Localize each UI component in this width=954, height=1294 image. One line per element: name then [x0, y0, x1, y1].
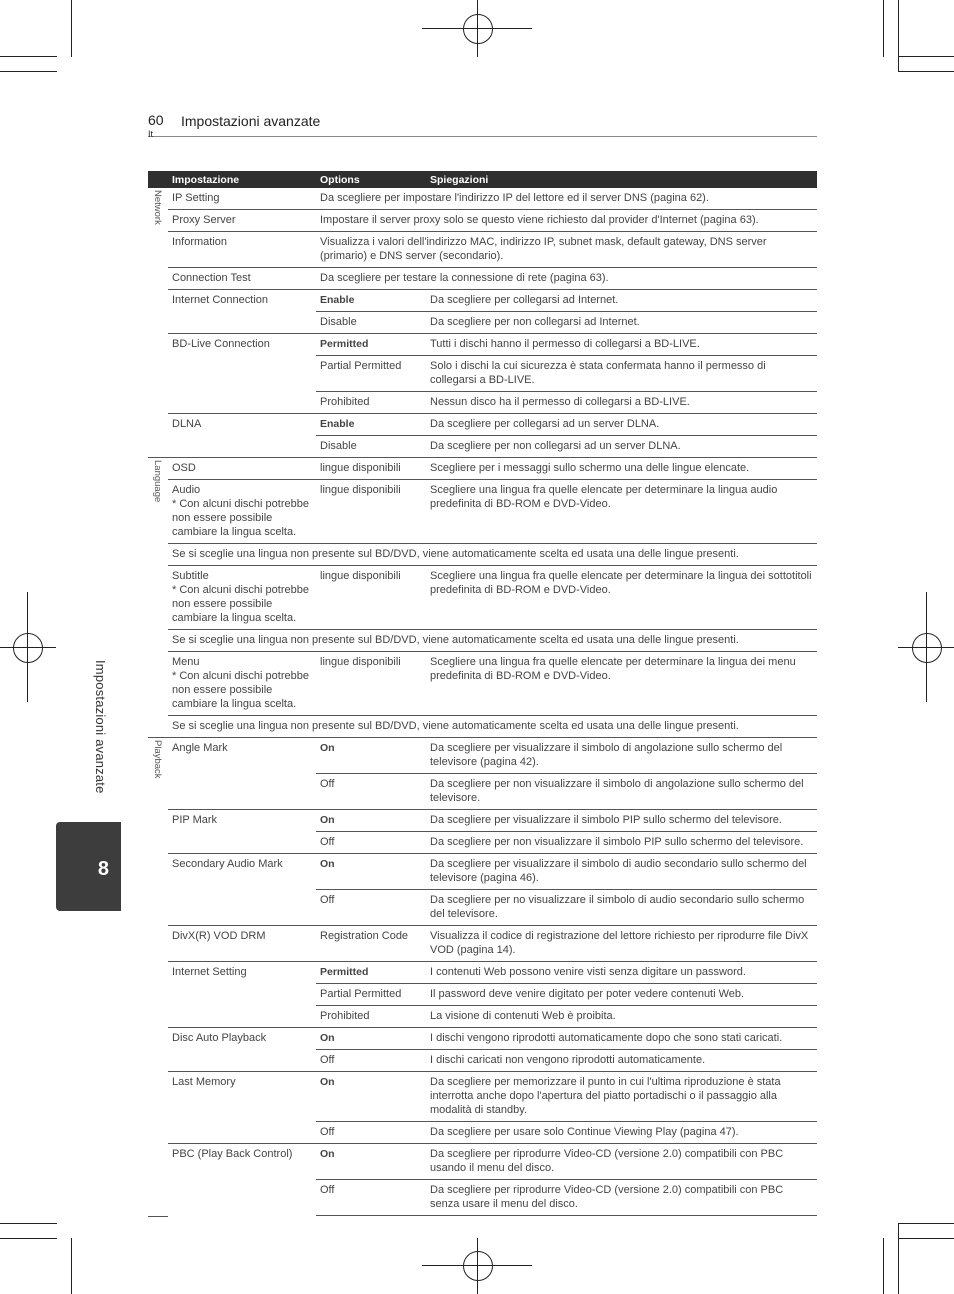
explanation: Il password deve venire digitato per poter vedere contenuti Web. [426, 984, 817, 1006]
crop-mark-tl-h [0, 56, 57, 57]
explanation: Scegliere per i messaggi sullo schermo una delle lingue elencate. [426, 458, 817, 480]
option: Off [316, 1050, 426, 1072]
reg-mark-top-circle [463, 14, 493, 44]
explanation: Visualizza il codice di registrazione del lettore richiesto per riprodurre file DivX VOD (pagina 14). [426, 926, 817, 962]
option: On [316, 810, 426, 832]
setting-name: Internet Connection [168, 290, 316, 334]
page-header [148, 112, 817, 137]
settings-table [148, 171, 817, 1217]
explanation: Impostare il server proxy solo se questo viene richiesto dal provider d'Internet (pagina 63). [316, 210, 817, 232]
option: lingue disponibili [316, 480, 426, 544]
option: Off [316, 774, 426, 810]
option: Off [316, 832, 426, 854]
setting-name: OSD [168, 458, 316, 480]
page-language: It [148, 129, 154, 139]
explanation: Visualizza i valori dell'indirizzo MAC, indirizzo IP, subnet mask, default gateway, DNS server (primario) e DNS server (secondario). [316, 232, 817, 268]
setting-note: * Con alcuni dischi potrebbe non essere possibile cambiare la lingua scelta. [172, 584, 309, 624]
explanation: Tutti i dischi hanno il permesso di collegarsi a BD-LIVE. [426, 334, 817, 356]
setting-label: Menu [172, 656, 200, 668]
table-row [148, 334, 817, 356]
crop-mark-tl-v [71, 0, 72, 57]
explanation: Da scegliere per riprodurre Video-CD (versione 2.0) compatibili con PBC usando il menu del disco. [426, 1144, 817, 1180]
table-row-spacer [148, 1216, 817, 1217]
table-row [148, 854, 817, 890]
explanation: I dischi vengono riprodotti automaticamente dopo che sono stati caricati. [426, 1028, 817, 1050]
setting-name: Angle Mark [168, 738, 316, 810]
setting-name: DLNA [168, 414, 316, 458]
table-row [148, 1144, 817, 1180]
crop-mark-br-h2 [898, 1238, 954, 1239]
setting-name: Secondary Audio Mark [168, 854, 316, 926]
explanation: Da scegliere per non visualizzare il simbolo PIP sullo schermo del televisore. [426, 832, 817, 854]
explanation: Nessun disco ha il permesso di collegarsi a BD-LIVE. [426, 392, 817, 414]
chapter-number: 8 [97, 858, 109, 880]
explanation: Da scegliere per testare la connessione di rete (pagina 63). [316, 268, 817, 290]
setting-name: Proxy Server [168, 210, 316, 232]
option: Disable [316, 436, 426, 458]
crop-mark-tr-v2 [898, 0, 899, 72]
group-language: Language [148, 458, 168, 738]
table-row [148, 1072, 817, 1122]
setting-label: Subtitle [172, 570, 209, 582]
header-options: Options [316, 171, 426, 188]
option: On [316, 854, 426, 890]
explanation: Da scegliere per visualizzare il simbolo PIP sullo schermo del televisore. [426, 810, 817, 832]
table-row [148, 544, 817, 566]
table-row [148, 738, 817, 774]
option: Partial Permitted [316, 356, 426, 392]
table-row [148, 810, 817, 832]
table-row [148, 290, 817, 312]
option: On [316, 1144, 426, 1180]
setting-name: IP Setting [172, 192, 220, 204]
header-blank [148, 171, 168, 188]
option: lingue disponibili [316, 566, 426, 630]
crop-mark-br-h [898, 1223, 954, 1224]
explanation: Scegliere una lingua fra quelle elencate per determinare la lingua dei sottotitoli predefinita di BD-ROM e DVD-Video. [426, 566, 817, 630]
explanation: Da scegliere per impostare l'indirizzo IP del lettore ed il server DNS (pagina 62). [320, 192, 709, 204]
crop-mark-bl-h2 [0, 1238, 57, 1239]
side-tab-label: Impostazioni avanzate [93, 660, 108, 794]
setting-name: Connection Test [168, 268, 316, 290]
table-header-row [148, 171, 817, 188]
explanation: Da scegliere per non collegarsi ad un server DLNA. [426, 436, 817, 458]
setting-name [168, 480, 316, 544]
crop-mark-tr-h2 [898, 71, 954, 72]
option: On [316, 1072, 426, 1122]
option: Prohibited [316, 1006, 426, 1028]
explanation: Da scegliere per memorizzare il punto in cui l'ultima riproduzione è stata interrotta anche dopo l'apertura del piatto portadischi o il passaggio alla modalità di standby. [426, 1072, 817, 1122]
explanation: Scegliere una lingua fra quelle elencate per determinare la lingua audio predefinita di BD-ROM e DVD-Video. [426, 480, 817, 544]
option: Enable [316, 414, 426, 436]
group-network: Network [152, 190, 163, 225]
explanation: Da scegliere per visualizzare il simbolo di angolazione sullo schermo del televisore (pagina 42). [426, 738, 817, 774]
reg-mark-left-circle [13, 633, 43, 663]
language-note: Se si sceglie una lingua non presente sul BD/DVD, viene automaticamente scelta ed usata una delle lingue presenti. [168, 716, 817, 738]
table-row [148, 926, 817, 962]
table-row [148, 210, 817, 232]
table-row [148, 962, 817, 984]
option: Disable [316, 312, 426, 334]
setting-note: * Con alcuni dischi potrebbe non essere possibile cambiare la lingua scelta. [172, 670, 309, 710]
setting-name: Internet Setting [168, 962, 316, 1028]
setting-name: Last Memory [168, 1072, 316, 1144]
option: Partial Permitted [316, 984, 426, 1006]
table-row [148, 480, 817, 544]
option: Off [316, 1122, 426, 1144]
table-row [148, 268, 817, 290]
table-row [148, 414, 817, 436]
explanation: Da scegliere per non collegarsi ad Internet. [426, 312, 817, 334]
option: On [316, 1028, 426, 1050]
option: Prohibited [316, 392, 426, 414]
page-title: Impostazioni avanzate [181, 113, 321, 129]
setting-name: Information [168, 232, 316, 268]
setting-name: Disc Auto Playback [168, 1028, 316, 1072]
table-row [148, 188, 817, 210]
table-row [148, 458, 817, 480]
reg-mark-right-circle [912, 633, 942, 663]
table-row [148, 652, 817, 716]
crop-mark-br-v2 [898, 1223, 899, 1294]
group-playback: Playback [148, 738, 168, 1217]
page-number: 60 [148, 112, 164, 128]
setting-note: * Con alcuni dischi potrebbe non essere possibile cambiare la lingua scelta. [172, 498, 309, 538]
explanation: Da scegliere per riprodurre Video-CD (versione 2.0) compatibili con PBC senza usare il menu del disco. [426, 1180, 817, 1216]
setting-name: DivX(R) VOD DRM [168, 926, 316, 962]
explanation: Da scegliere per collegarsi ad un server DLNA. [426, 414, 817, 436]
option: Registration Code [316, 926, 426, 962]
explanation: I contenuti Web possono venire visti senza digitare un password. [426, 962, 817, 984]
table-row [148, 630, 817, 652]
header-explanation: Spiegazioni [426, 171, 817, 188]
explanation: Scegliere una lingua fra quelle elencate per determinare la lingua dei menu predefinita di BD-ROM e DVD-Video. [426, 652, 817, 716]
setting-name: BD-Live Connection [168, 334, 316, 414]
crop-mark-bl-h [0, 1223, 57, 1224]
crop-mark-bl-v [71, 1238, 72, 1294]
setting-label: Audio [172, 484, 201, 496]
option: Enable [316, 290, 426, 312]
language-note: Se si sceglie una lingua non presente sul BD/DVD, viene automaticamente scelta ed usata una delle lingue presenti. [168, 630, 817, 652]
table-row [148, 232, 817, 268]
setting-name [168, 652, 316, 716]
setting-name: PIP Mark [168, 810, 316, 854]
option: lingue disponibili [316, 652, 426, 716]
explanation: Da scegliere per usare solo Continue Viewing Play (pagina 47). [426, 1122, 817, 1144]
table-row [148, 716, 817, 738]
crop-mark-tr-h [898, 56, 954, 57]
explanation: Da scegliere per collegarsi ad Internet. [426, 290, 817, 312]
option: Off [316, 1180, 426, 1216]
option: Permitted [316, 334, 426, 356]
option: Off [316, 890, 426, 926]
explanation: Da scegliere per visualizzare il simbolo di audio secondario sullo schermo del televisore (pagina 46). [426, 854, 817, 890]
explanation: Solo i dischi la cui sicurezza è stata confermata hanno il permesso di collegarsi a BD-LIVE. [426, 356, 817, 392]
setting-name [168, 566, 316, 630]
header-setting: Impostazione [168, 171, 316, 188]
explanation: I dischi caricati non vengono riprodotti automaticamente. [426, 1050, 817, 1072]
option: On [316, 738, 426, 774]
option: lingue disponibili [316, 458, 426, 480]
crop-mark-tr-v [883, 0, 884, 57]
chapter-tab [56, 822, 121, 911]
crop-mark-br-v [883, 1238, 884, 1294]
language-note: Se si sceglie una lingua non presente sul BD/DVD, viene automaticamente scelta ed usata una delle lingue presenti. [168, 544, 817, 566]
table-row [148, 566, 817, 630]
explanation: Da scegliere per non visualizzare il simbolo di angolazione sullo schermo del televisore. [426, 774, 817, 810]
reg-mark-bottom-circle [463, 1251, 493, 1281]
explanation: Da scegliere per no visualizzare il simbolo di audio secondario sullo schermo del televisore. [426, 890, 817, 926]
option: Permitted [316, 962, 426, 984]
table-row [148, 1028, 817, 1050]
explanation: La visione di contenuti Web è proibita. [426, 1006, 817, 1028]
crop-mark-tl-h2 [0, 71, 57, 72]
setting-name: PBC (Play Back Control) [168, 1144, 316, 1216]
